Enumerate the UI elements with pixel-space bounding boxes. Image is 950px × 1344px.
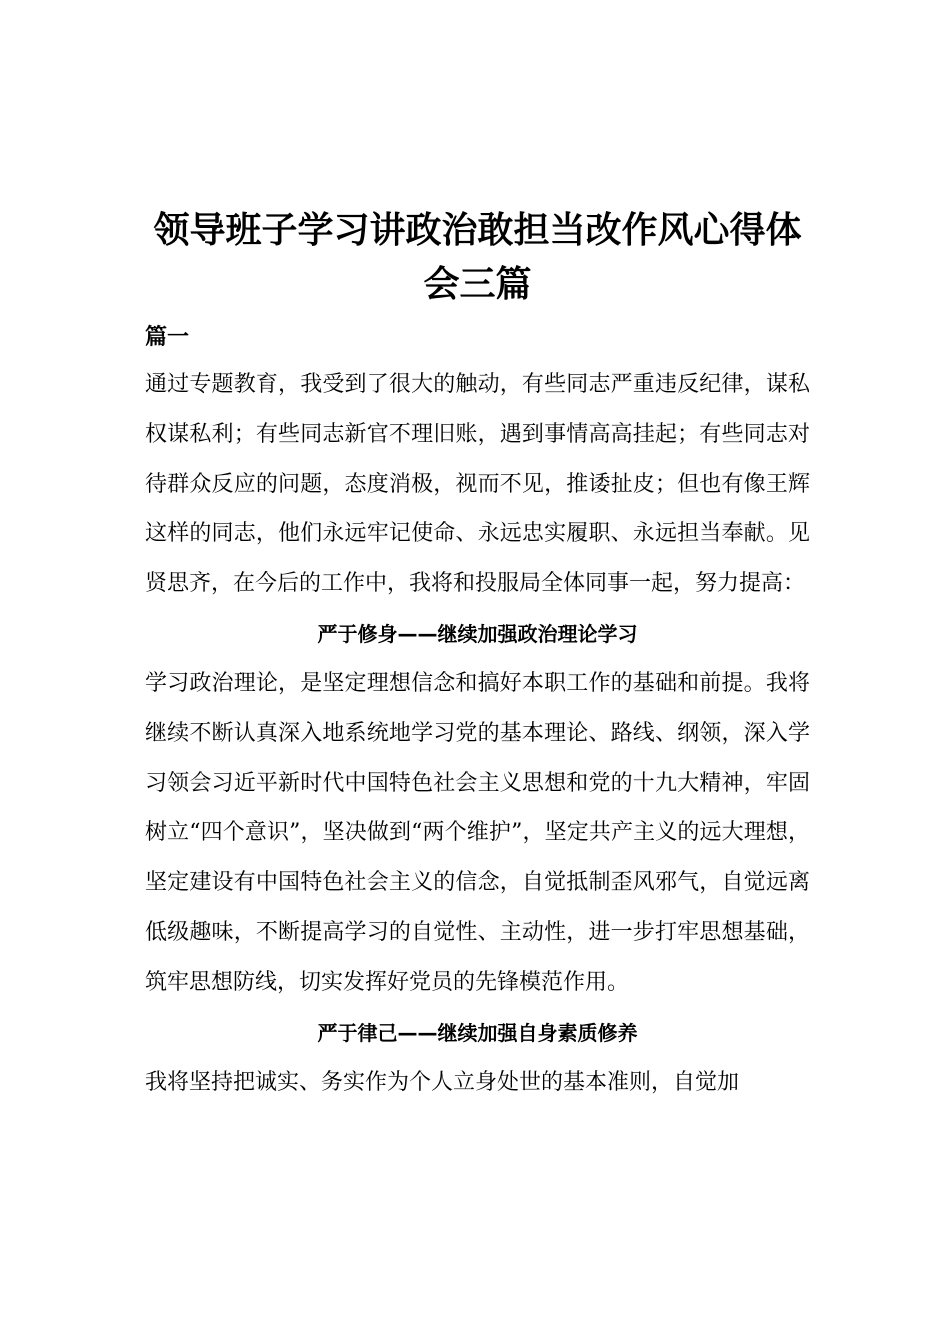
document-title: 领导班子学习讲政治敢担当改作风心得体会三篇 — [153, 210, 802, 305]
part-label: 篇一 — [145, 325, 190, 350]
section1-heading: 严于修身——继续加强政治理论学习 — [317, 621, 638, 646]
intro-paragraph: 通过专题教育，我受到了很大的触动，有些同志严重违反纪律，谋私权谋私利；有些同志新官不理旧账，遇到事情高高挂起；有些同志对待群众反应的问题，态度消极，视而不见，推诿扯皮；但也有像王辉这样的同志，他们永远牢记使命、永远忠实履职、永远担当奉献。见贤思齐，在今后的工作中，我将和投服局全体同事一起，努力提高： — [145, 372, 810, 597]
section1-paragraph: 学习政治理论，是坚定理想信念和搞好本职工作的基础和前提。我将继续不断认真深入地系统地学习党的基本理论、路线、纲领，深入学习领会习近平新时代中国特色社会主义思想和党的十九大精神，牢固树立“四个意识”，坚决做到“两个维护”，坚定共产主义的远大理想，坚定建设有中国特色社会主义的信念，自觉抵制歪风邪气，自觉远离低级趣味，不断提高学习的自觉性、主动性，进一步打牢思想基础，筑牢思想防线，切实发挥好党员的先锋模范作用。 — [145, 670, 810, 995]
section2-paragraph: 我将坚持把诚实、务实作为个人立身处世的基本准则，自觉加 — [145, 1069, 740, 1095]
document-page — [145, 204, 810, 1107]
section2-heading: 严于律己——继续加强自身素质修养 — [317, 1020, 638, 1045]
